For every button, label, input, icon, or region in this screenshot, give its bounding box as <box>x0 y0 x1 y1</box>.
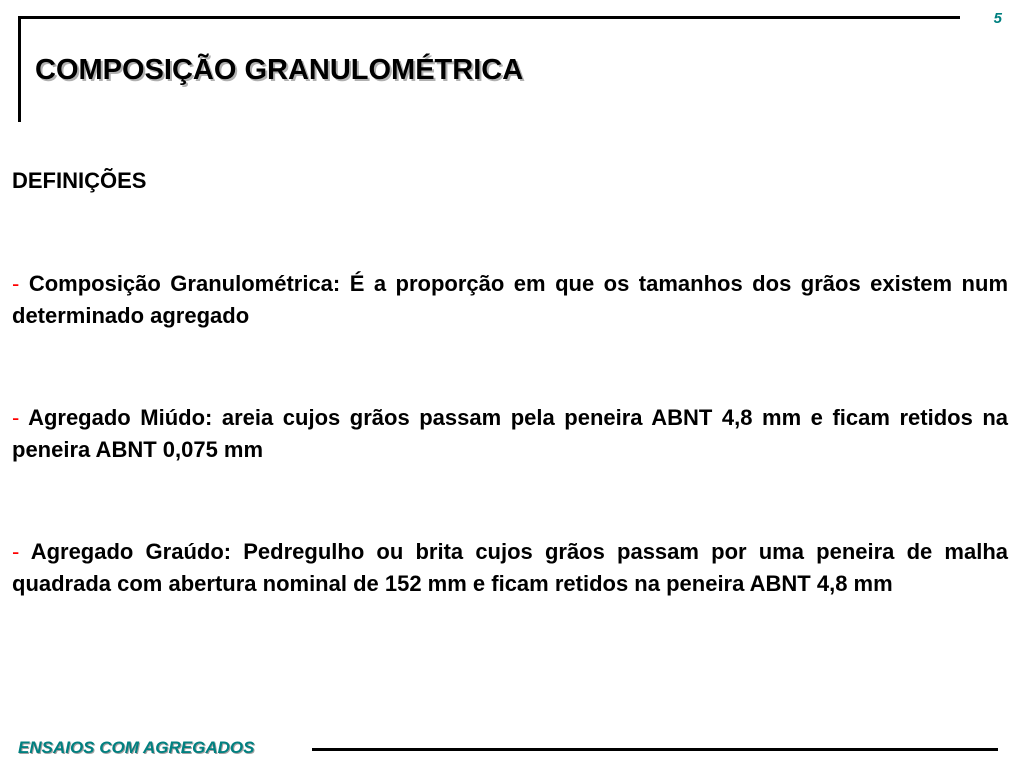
page-number: 5 <box>993 10 1002 27</box>
definition-text: Agregado Graúdo: Pedregulho ou brita cujos grãos passam por uma peneira de malha quadrada com abertura nominal de 152 mm e ficam retidos na peneira ABNT 4,8 mm <box>12 539 1008 596</box>
footer-rule <box>312 748 998 751</box>
bullet-dash: - <box>12 405 20 430</box>
bullet-dash: - <box>12 271 20 296</box>
definition-agregado-miudo <box>12 402 1008 466</box>
definition-agregado-graudo <box>12 536 1008 600</box>
bullet-dash: - <box>12 539 20 564</box>
definition-composicao-granulometrica <box>12 268 1008 332</box>
slide-title: COMPOSIÇÃO GRANULOMÉTRICA <box>35 54 524 86</box>
footer-label: ENSAIOS COM AGREGADOS <box>18 738 255 757</box>
section-heading: DEFINIÇÕES <box>12 168 147 193</box>
definition-text: Composição Granulométrica: É a proporção em que os tamanhos dos grãos existem num determinado agregado <box>12 271 1008 328</box>
frame-left-rule <box>18 16 21 122</box>
frame-top-rule <box>19 16 960 19</box>
definition-text: Agregado Miúdo: areia cujos grãos passam pela peneira ABNT 4,8 mm e ficam retidos na peneira ABNT 0,075 mm <box>12 405 1009 462</box>
